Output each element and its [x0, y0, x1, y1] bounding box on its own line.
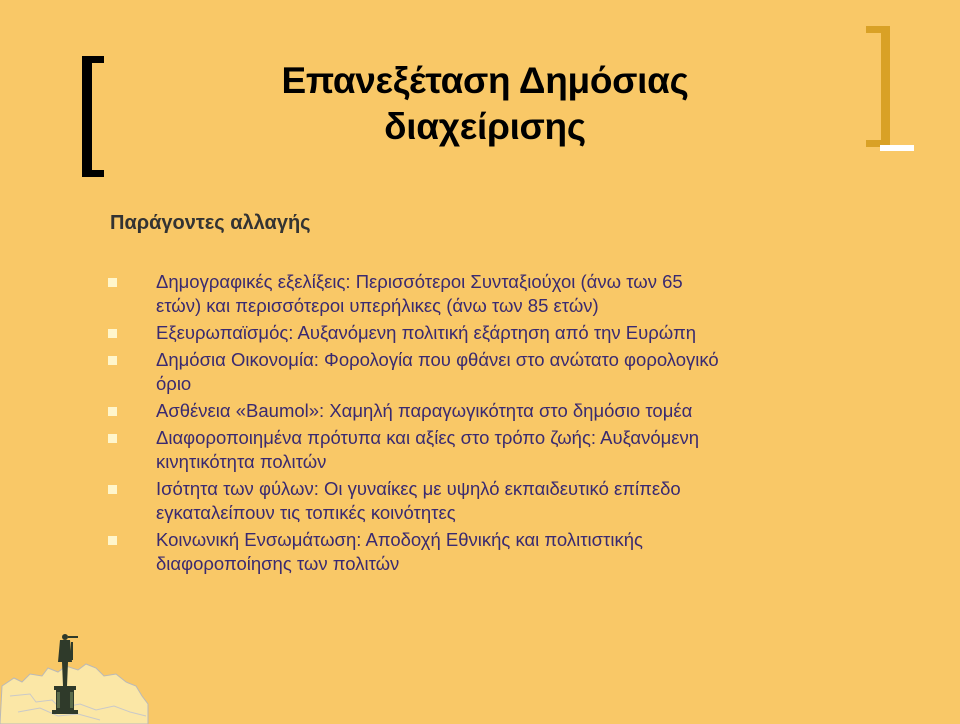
- title-rule: [880, 145, 914, 151]
- bullet-line: όριο: [156, 373, 192, 394]
- bullet-line: Δημόσια Οικονομία: Φορολογία που φθάνει στο ανώτατο φορολογικό: [156, 349, 719, 370]
- square-bullet-icon: [108, 356, 117, 365]
- title-line-2: διαχείρισης: [384, 106, 586, 147]
- right-bracket-decoration: [866, 26, 890, 147]
- bullet-item: [108, 426, 878, 474]
- bullet-list: [108, 270, 878, 579]
- bullet-line: Εξευρωπαϊσμός: Αυξανόμενη πολιτική εξάρτηση από την Ευρώπη: [156, 322, 697, 343]
- bullet-line: κινητικότητα πολιτών: [156, 451, 327, 472]
- bullet-line: Ισότητα των φύλων: Οι γυναίκες με υψηλό εκπαιδευτικό επίπεδο: [156, 478, 681, 499]
- square-bullet-icon: [108, 485, 117, 494]
- europe-map-statue-icon: [0, 616, 150, 724]
- bullet-item: [108, 321, 878, 345]
- bullet-line: εγκαταλείπουν τις τοπικές κοινότητες: [156, 502, 456, 523]
- bullet-item: [108, 528, 878, 576]
- bullet-item: [108, 399, 878, 423]
- bullet-line: Ασθένεια «Baumol»: Χαμηλή παραγωγικότητα στο δημόσιο τομέα: [156, 400, 693, 421]
- slide-subtitle: Παράγοντες αλλαγής: [110, 212, 311, 234]
- square-bullet-icon: [108, 329, 117, 338]
- bullet-line: Διαφοροποιημένα πρότυπα και αξίες στο τρόπο ζωής: Αυξανόμενη: [156, 427, 700, 448]
- bullet-line: διαφοροποίησης των πολιτών: [156, 553, 400, 574]
- square-bullet-icon: [108, 536, 117, 545]
- square-bullet-icon: [108, 407, 117, 416]
- title-line-1: Επανεξέταση Δημόσιας: [281, 60, 689, 101]
- bullet-line: ετών) και περισσότεροι υπερήλικες (άνω των 85 ετών): [156, 295, 599, 316]
- left-bracket-decoration: [82, 56, 104, 177]
- bullet-line: Κοινωνική Ενσωμάτωση: Αποδοχή Εθνικής και πολιτιστικής: [156, 529, 643, 550]
- bullet-item: [108, 270, 878, 318]
- bullet-item: [108, 348, 878, 396]
- slide-title: [120, 58, 850, 150]
- bullet-item: [108, 477, 878, 525]
- square-bullet-icon: [108, 434, 117, 443]
- bullet-line: Δημογραφικές εξελίξεις: Περισσότεροι Συνταξιούχοι (άνω των 65: [156, 271, 683, 292]
- square-bullet-icon: [108, 278, 117, 287]
